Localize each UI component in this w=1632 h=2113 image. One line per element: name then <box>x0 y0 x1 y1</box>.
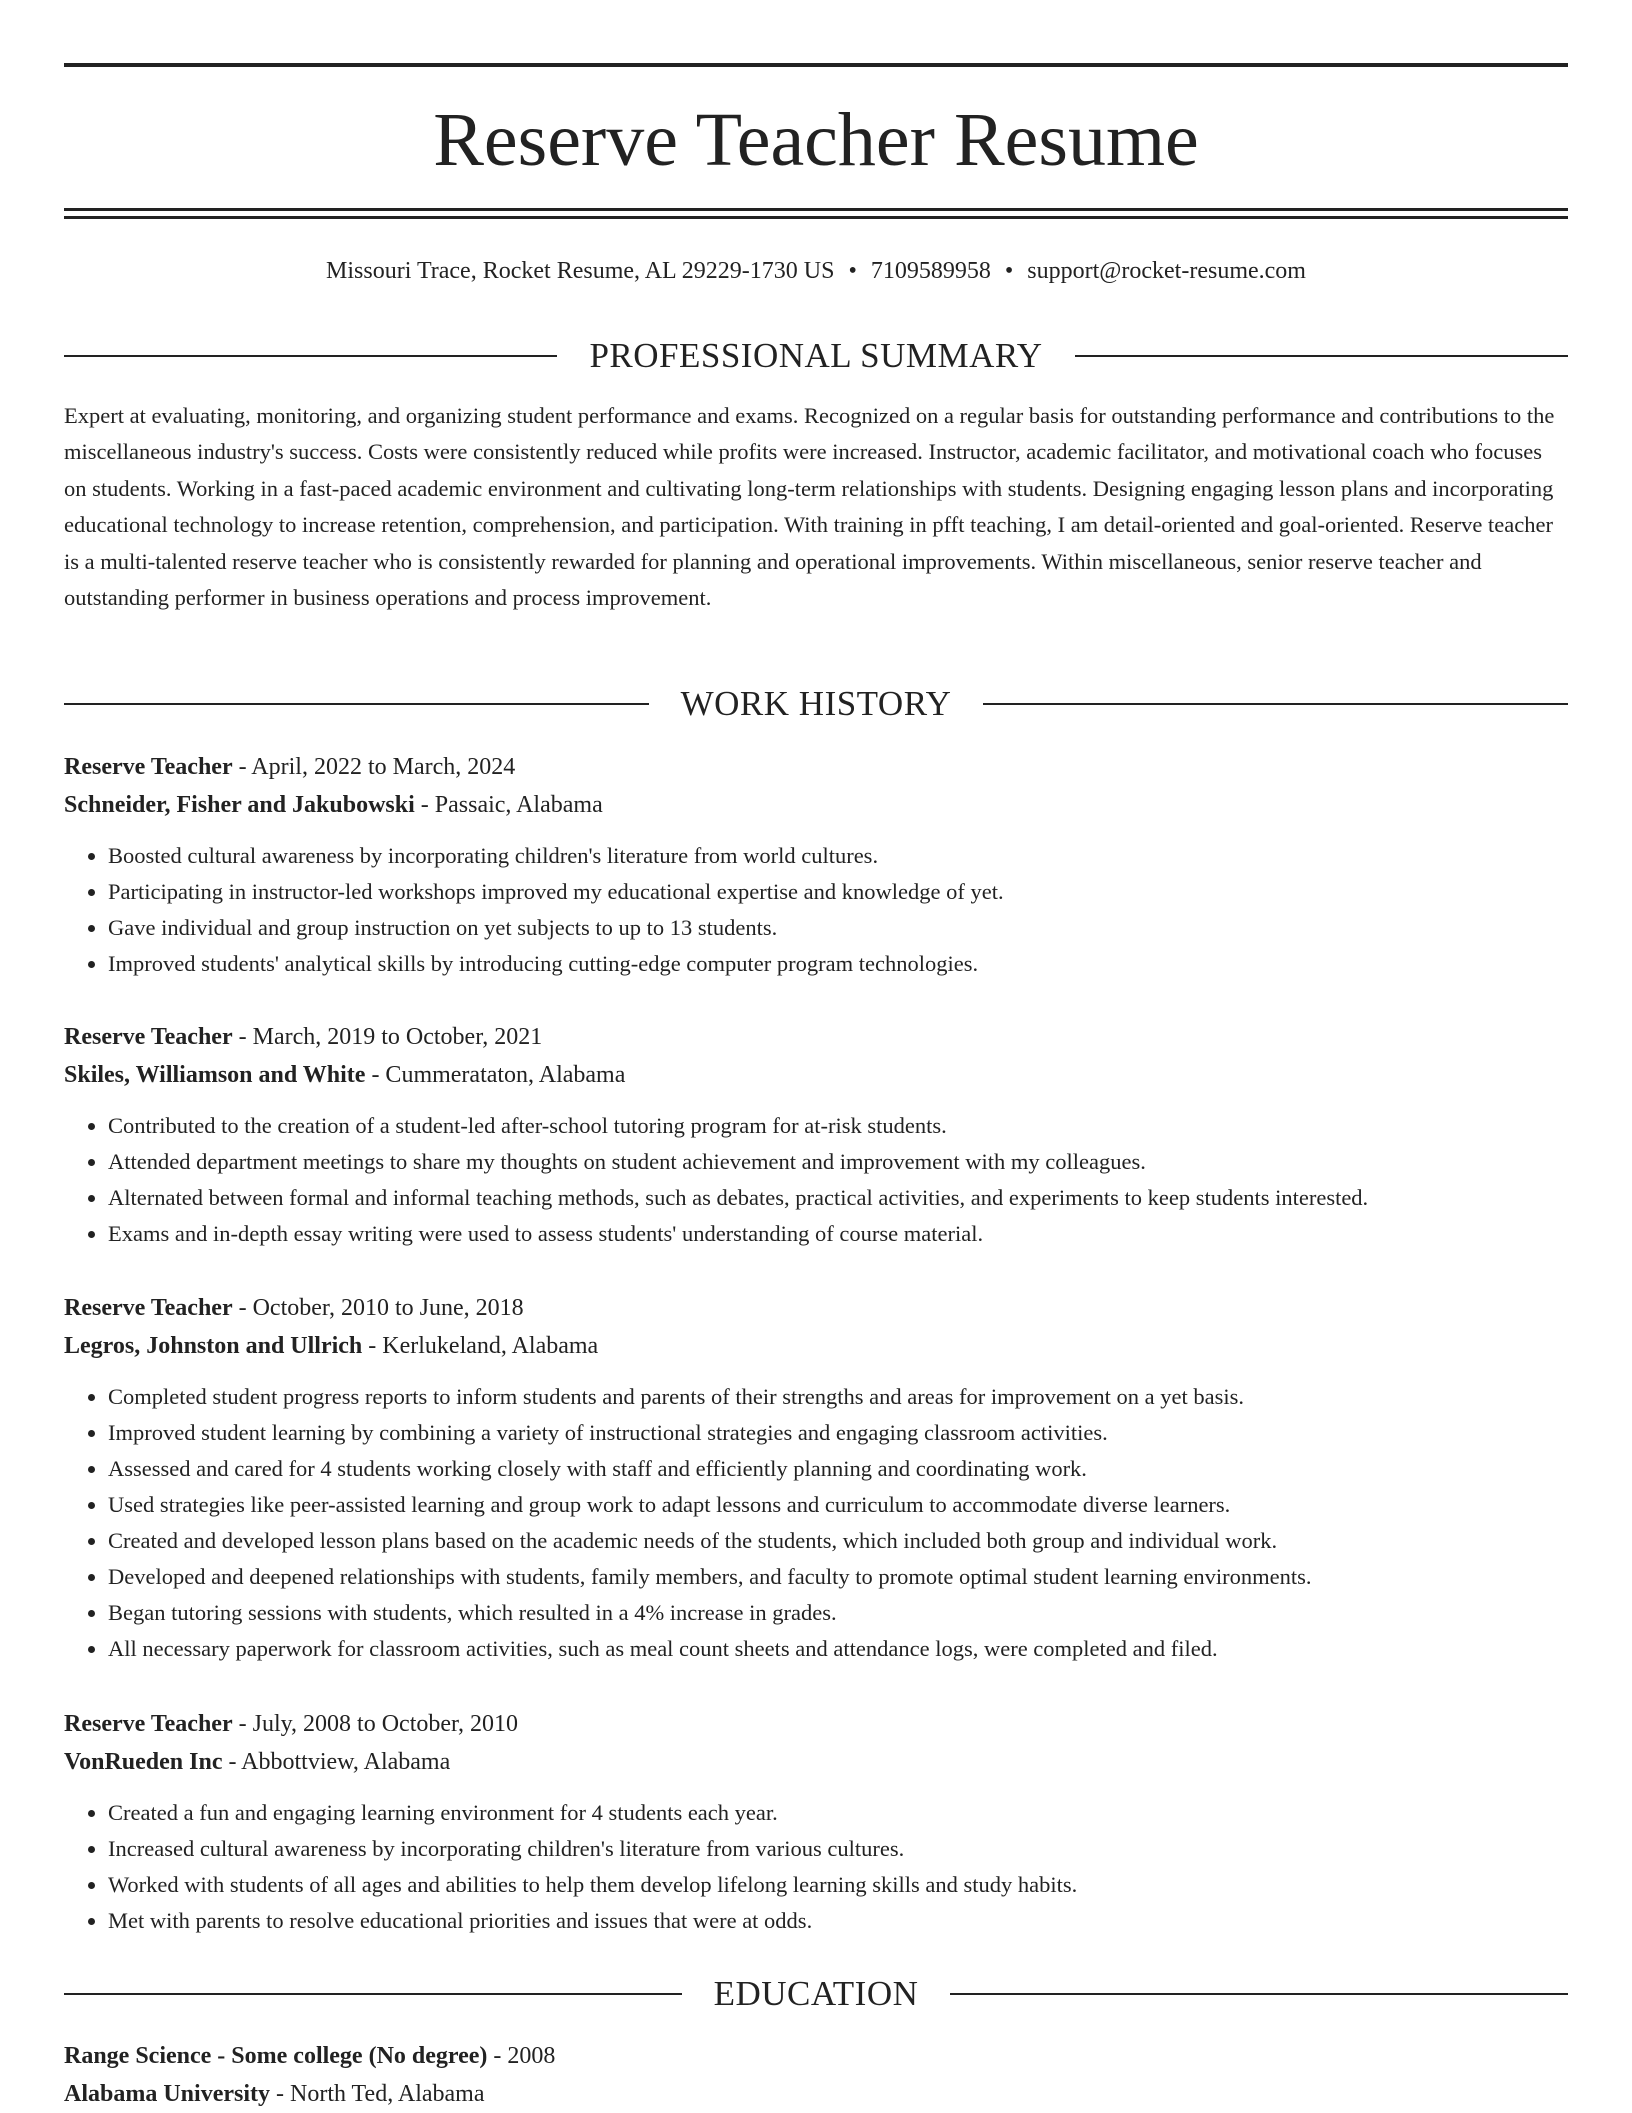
job-bullets <box>64 1379 1568 1667</box>
list-item: • Developed and deepened relationships with students, family members, and faculty to promote optimal student learning environments. <box>108 1559 1568 1595</box>
job-title-line <box>64 1018 1568 1056</box>
job-bullets <box>64 1108 1568 1252</box>
contact-address: Missouri Trace, Rocket Resume, AL 29229-1730 US <box>326 258 835 284</box>
job-dates: - July, 2008 to October, 2010 <box>232 1711 519 1737</box>
job-company-line <box>64 786 1568 824</box>
education-location: - North Ted, Alabama <box>270 2081 485 2107</box>
job-title: Reserve Teacher <box>64 1295 233 1321</box>
job-entry <box>64 1705 1568 1939</box>
section-heading-summary <box>64 334 1568 378</box>
heading-rule <box>64 355 557 357</box>
list-item: • Participating in instructor-led workshops improved my educational expertise and knowledge of yet. <box>108 874 1568 910</box>
section-title: PROFESSIONAL SUMMARY <box>589 336 1043 375</box>
list-item: • Used strategies like peer-assisted learning and group work to adapt lessons and curriculum to accommodate diverse learners. <box>108 1487 1568 1523</box>
job-title: Reserve Teacher <box>64 754 233 780</box>
job-bullets <box>64 1795 1568 1939</box>
heading-rule <box>64 1993 682 1995</box>
section-title: EDUCATION <box>713 1974 919 2013</box>
heading-rule <box>983 703 1568 705</box>
education-school-line <box>64 2075 1568 2113</box>
contact-email: support@rocket-resume.com <box>1027 258 1306 284</box>
job-entry <box>64 1289 1568 1667</box>
section-title: WORK HISTORY <box>680 684 952 723</box>
list-item: • Worked with students of all ages and abilities to help them develop lifelong learning skills and study habits. <box>108 1867 1568 1903</box>
list-item: • Exams and in-depth essay writing were used to assess students' understanding of course material. <box>108 1216 1568 1252</box>
contact-separator: • <box>1004 258 1014 284</box>
list-item: • Boosted cultural awareness by incorporating children's literature from world cultures. <box>108 838 1568 874</box>
job-location: - Abbottview, Alabama <box>222 1749 451 1775</box>
job-dates: - April, 2022 to March, 2024 <box>232 754 516 780</box>
job-location: - Cummerataton, Alabama <box>365 1062 626 1088</box>
job-location: - Kerlukeland, Alabama <box>362 1333 599 1359</box>
top-rule <box>64 63 1568 67</box>
job-company-line <box>64 1327 1568 1365</box>
job-location: - Passaic, Alabama <box>414 792 603 818</box>
education-year: - 2008 <box>487 2043 556 2069</box>
list-item: • Alternated between formal and informal teaching methods, such as debates, practical activities, and experiments to keep students interested. <box>108 1180 1568 1216</box>
job-entry <box>64 1018 1568 1252</box>
section-heading-work <box>64 682 1568 726</box>
resume-title: Reserve Teacher Resume <box>433 98 1199 182</box>
list-item: • Attended department meetings to share my thoughts on student achievement and improvement with my colleagues. <box>108 1144 1568 1180</box>
job-title: Reserve Teacher <box>64 1024 233 1050</box>
job-title-line <box>64 1705 1568 1743</box>
title-rule-lower <box>64 216 1568 219</box>
list-item: • Began tutoring sessions with students, which resulted in a 4% increase in grades. <box>108 1595 1568 1631</box>
title-rule-upper <box>64 208 1568 211</box>
list-item: • Contributed to the creation of a student-led after-school tutoring program for at-risk students. <box>108 1108 1568 1144</box>
job-title: Reserve Teacher <box>64 1711 233 1737</box>
list-item: • All necessary paperwork for classroom activities, such as meal count sheets and attendance logs, were completed and filed. <box>108 1631 1568 1667</box>
job-company-line <box>64 1056 1568 1094</box>
job-title-line <box>64 1289 1568 1327</box>
list-item: • Improved students' analytical skills by introducing cutting-edge computer program technologies. <box>108 946 1568 982</box>
list-item: • Completed student progress reports to inform students and parents of their strengths and areas for improvement on a yet basis. <box>108 1379 1568 1415</box>
heading-rule <box>950 1993 1568 1995</box>
list-item: • Increased cultural awareness by incorporating children's literature from various cultures. <box>108 1831 1568 1867</box>
heading-rule <box>64 703 649 705</box>
job-company: Skiles, Williamson and White <box>64 1062 366 1088</box>
job-company: VonRueden Inc <box>64 1749 223 1775</box>
list-item: • Met with parents to resolve educational priorities and issues that were at odds. <box>108 1903 1568 1939</box>
job-company: Legros, Johnston and Ullrich <box>64 1333 363 1359</box>
job-company-line <box>64 1743 1568 1781</box>
section-heading-education <box>64 1972 1568 2016</box>
job-company: Schneider, Fisher and Jakubowski <box>64 792 415 818</box>
contact-separator: • <box>848 258 857 284</box>
heading-rule <box>1075 355 1568 357</box>
job-entry <box>64 748 1568 982</box>
education-school: Alabama University <box>64 2081 270 2107</box>
job-bullets <box>64 838 1568 982</box>
education-degree: Range Science - Some college (No degree) <box>64 2043 488 2069</box>
list-item: • Assessed and cared for 4 students working closely with staff and efficiently planning and coordinating work. <box>108 1451 1568 1487</box>
education-degree-line <box>64 2037 1568 2075</box>
education-entry <box>64 2037 1568 2113</box>
list-item: • Improved student learning by combining a variety of instructional strategies and engaging classroom activities. <box>108 1415 1568 1451</box>
job-dates: - October, 2010 to June, 2018 <box>232 1295 524 1321</box>
list-item: • Created a fun and engaging learning environment for 4 students each year. <box>108 1795 1568 1831</box>
list-item: • Created and developed lesson plans based on the academic needs of the students, which included both group and individual work. <box>108 1523 1568 1559</box>
contact-line <box>64 254 1568 288</box>
list-item: • Gave individual and group instruction on yet subjects to up to 13 students. <box>108 910 1568 946</box>
job-title-line <box>64 748 1568 786</box>
summary-text: Expert at evaluating, monitoring, and organizing student performance and exams. Recognized on a regular basis for outstanding performance and contributions to the miscellaneous industry's success. Costs were consistently reduced while profits were increased. Instructor, academic facilitator, and motivational coach who focuses on students. Working in a fast-paced academic environment and cultivating long-term relationships with students. Designing engaging lesson plans and incorporating educational technology to increase retention, comprehension, and participation. With training in pfft teaching, I am detail-oriented and goal-oriented. Reserve teacher is a multi-talented reserve teacher who is consistently rewarded for planning and operational improvements. Within miscellaneous, senior reserve teacher and outstanding performer in business operations and process improvement. <box>64 403 1555 611</box>
contact-phone: 7109589958 <box>870 258 991 284</box>
job-dates: - March, 2019 to October, 2021 <box>232 1024 543 1050</box>
